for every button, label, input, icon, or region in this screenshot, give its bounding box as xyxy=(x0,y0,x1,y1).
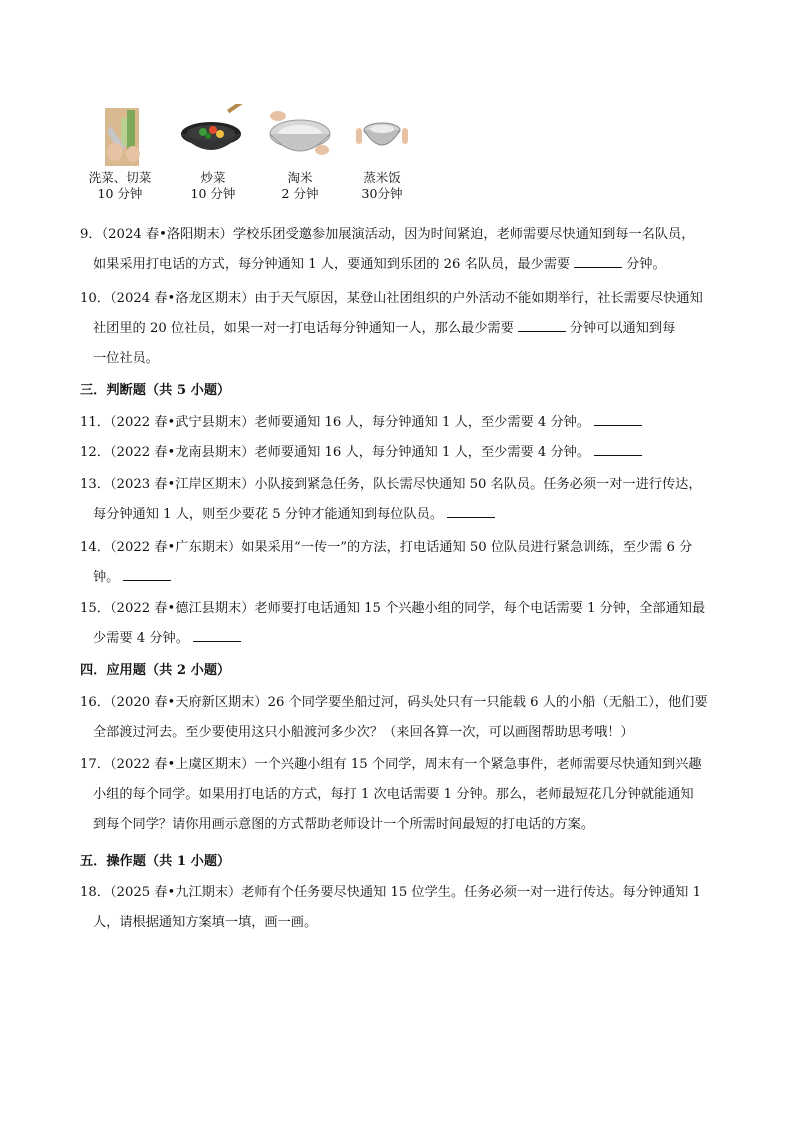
question-text: 13．（2023 春•江岸区期末）小队接到紧急任务，队长需尽快通知 50 名队员。任务必须一对一进行传达， xyxy=(80,477,702,492)
question-9 xyxy=(80,220,720,280)
answer-blank[interactable] xyxy=(594,443,642,456)
question-text: 人，请根据通知方案填一填，画一画。 xyxy=(93,915,318,930)
picture-item xyxy=(173,104,253,202)
question-text: 15．（2022 春•德江县期末）老师要打电话通知 15 个兴趣小组的同学，每个电话需要 1 分钟，全部通知最 xyxy=(80,601,706,616)
question-text-part: 钟。 xyxy=(93,570,120,585)
question-text: 17．（2022 春•上虞区期末）一个兴趣小组有 15 个同学，周末有一个紧急事件，老师需要尽快通知到兴趣 xyxy=(80,757,702,772)
question-text xyxy=(80,438,720,468)
answer-blank[interactable] xyxy=(123,568,171,581)
question-15 xyxy=(80,594,720,654)
picture-label: 洗菜、切菜 xyxy=(88,170,152,185)
question-11 xyxy=(80,408,720,438)
picture-time: 10 分钟 xyxy=(190,186,236,201)
washing-rice-image xyxy=(264,104,336,170)
answer-blank[interactable] xyxy=(594,413,642,426)
question-12 xyxy=(80,438,720,468)
answer-blank[interactable] xyxy=(193,629,241,642)
picture-item xyxy=(342,104,422,202)
section-heading: 三．判断题（共 5 小题） xyxy=(80,383,231,398)
question-text-part: 11．（2022 春•武宁县期末）老师要通知 16 人，每分钟通知 1 人，至少需要 4 分钟。 xyxy=(80,415,591,430)
question-text: 到每个同学？请你用画示意图的方式帮助老师设计一个所需时间最短的打电话的方案。 xyxy=(93,817,595,832)
answer-blank[interactable] xyxy=(447,505,495,518)
question-text-part: 分钟可以通知到每 xyxy=(569,321,676,336)
picture-label: 炒菜 xyxy=(200,170,226,185)
question-text: 全部渡过河去。至少要使用这只小船渡河多少次？（来回各算一次，可以画图帮助思考哦！） xyxy=(93,725,634,740)
cooking-steps-pictures xyxy=(80,104,440,214)
question-13 xyxy=(80,470,720,530)
question-text: 16．（2020 春•天府新区期末）26 个同学要坐船过河，码头处只有一只能载 6 人的小船（无船工），他们要 xyxy=(80,695,708,710)
stir-fry-wok-image xyxy=(175,104,251,170)
answer-blank[interactable] xyxy=(518,319,566,332)
question-text-part: 社团里的 20 位社员，如果一对一打电话每分钟通知一人，那么最少需要 xyxy=(93,321,514,336)
question-16 xyxy=(80,688,720,748)
question-text-part: 12．（2022 春•龙南县期末）老师要通知 16 人，每分钟通知 1 人，至少需要 4 分钟。 xyxy=(80,445,591,460)
question-text xyxy=(80,500,720,530)
rice-cooker-image xyxy=(352,104,412,170)
question-text: 10．（2024 春•洛龙区期末）由于天气原因，某登山社团组织的户外活动不能如期举行，社长需要尽快通知 xyxy=(80,291,703,306)
question-text: 18．（2025 春•九江期末）老师有个任务要尽快通知 15 位学生。任务必须一对一进行传达。每分钟通知 1 xyxy=(80,885,701,900)
question-text xyxy=(80,408,720,438)
question-text: 一位社员。 xyxy=(93,351,159,366)
answer-blank[interactable] xyxy=(574,255,622,268)
cutting-vegetables-image xyxy=(85,104,155,170)
picture-time: 2 分钟 xyxy=(281,186,319,201)
question-text xyxy=(80,250,720,280)
question-text xyxy=(80,563,720,593)
picture-item xyxy=(260,104,340,202)
question-10 xyxy=(80,284,720,374)
question-text: 14．（2022 春•广东期末）如果采用“一传一”的方法，打电话通知 50 位队员进行紧急训练，至少需 6 分 xyxy=(80,540,693,555)
question-18 xyxy=(80,878,720,938)
picture-time: 30分钟 xyxy=(361,186,403,201)
question-17 xyxy=(80,750,720,840)
question-14 xyxy=(80,533,720,593)
question-text xyxy=(80,624,720,654)
question-text-part: 少需要 4 分钟。 xyxy=(93,631,189,646)
question-text-part: 如果采用打电话的方式，每分钟通知 1 人，要通知到乐团的 26 名队员，最少需要 xyxy=(93,257,571,272)
question-text: 9．（2024 春•洛阳期末）学校乐团受邀参加展演活动，因为时间紧迫，老师需要尽快通知到每一名队员， xyxy=(80,227,695,242)
question-text: 小组的每个同学。如果用打电话的方式，每打 1 次电话需要 1 分钟。那么，老师最短花几分钟就能通知 xyxy=(93,787,694,802)
question-text xyxy=(80,314,720,344)
picture-item xyxy=(80,104,160,202)
section-heading: 五．操作题（共 1 小题） xyxy=(80,854,231,869)
question-text-part: 每分钟通知 1 人，则至少要花 5 分钟才能通知到每位队员。 xyxy=(93,507,444,522)
picture-label: 淘米 xyxy=(287,170,313,185)
question-text-part: 分钟。 xyxy=(626,257,666,272)
picture-label: 蒸米饭 xyxy=(363,170,401,185)
section-heading: 四．应用题（共 2 小题） xyxy=(80,663,231,678)
picture-time: 10 分钟 xyxy=(97,186,143,201)
